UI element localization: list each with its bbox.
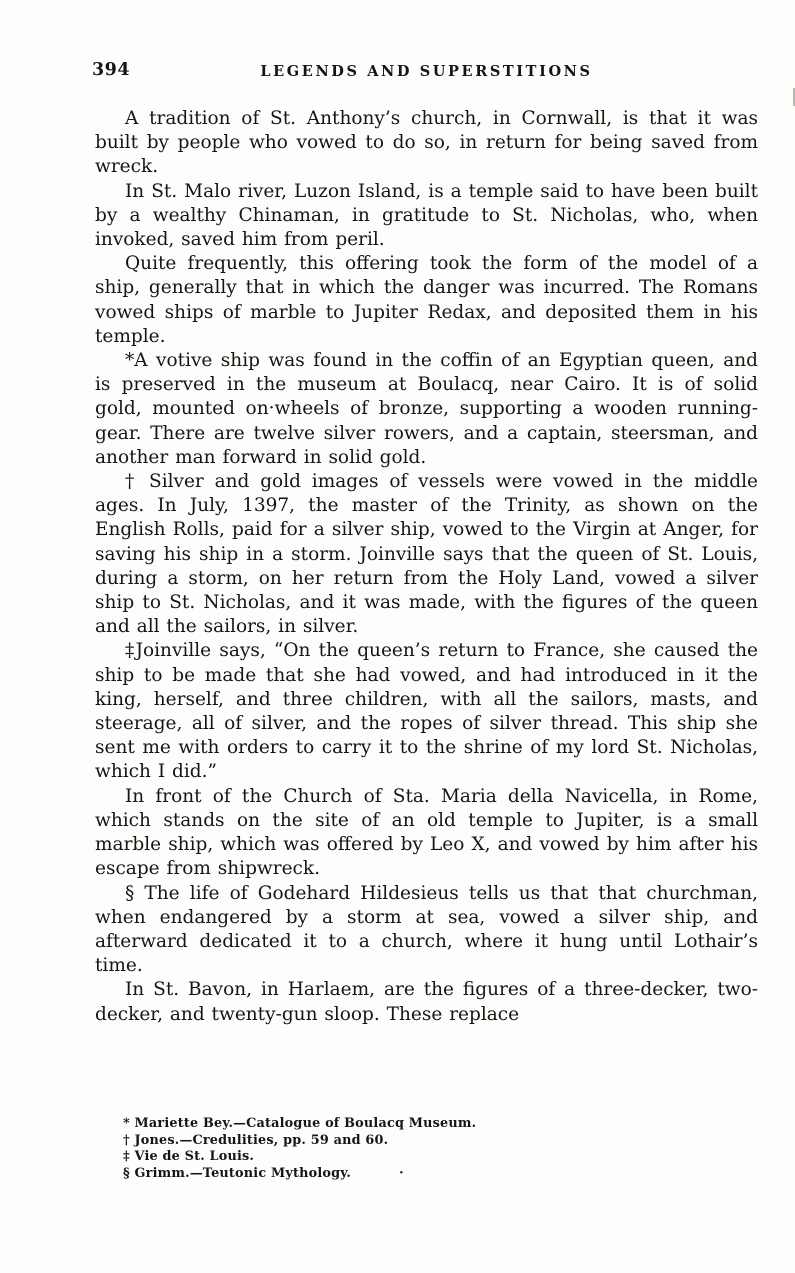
footnote: * Mariette Bey.—Catalogue of Boulacq Museum. (123, 1116, 477, 1131)
paragraph: Quite frequently, this offering took the form of the model of a ship, generally that in which the danger was incurred. The Romans vowed ships of marble to Jupiter Redax, and deposited them in his temple. (95, 253, 758, 347)
paragraph: In St. Malo river, Luzon Island, is a temple said to have been built by a wealthy Chinaman, in gratitude to St. Nicholas, who, when invoked, saved him from peril. (95, 180, 758, 251)
paragraph: † Silver and gold images of vessels were vowed in the middle ages. In July, 1397, the master of the Trinity, as shown on the English Rolls, paid for a silver ship, vowed to the Virgin at Anger, for saving his ship in a storm. Joinville says that the queen of St. Louis, during a storm, on her return from the Holy Land, vowed a silver ship to St. Nicholas, and it was made, with the figures of the queen and all the sailors, in silver. (95, 471, 758, 638)
page-header (92, 60, 758, 86)
footnote-trailing-dot: · (399, 1165, 404, 1181)
body-text (95, 107, 758, 1027)
paragraph: In St. Bavon, in Harlaem, are the figures of a three-decker, two-decker, and twenty-gun sloop. These replace (95, 979, 758, 1025)
page-number: 394 (92, 60, 131, 80)
footnotes (123, 1116, 683, 1182)
running-header: LEGENDS AND SUPERSTITIONS (260, 63, 593, 80)
footnote: ‡ Vie de St. Louis. (123, 1149, 255, 1165)
paragraph: § The life of Godehard Hildesieus tells us that that churchman, when endangered by a storm at sea, vowed a silver ship, and afterward dedicated it to a church, where it hung until Lothair’s time. (95, 882, 758, 977)
footnote: † Jones.—Credulities, pp. 59 and 60. (123, 1132, 389, 1148)
footnote-text: § Grimm.—Teutonic Mythology. (123, 1165, 352, 1181)
footnote (123, 1166, 683, 1183)
paragraph: In front of the Church of Sta. Maria della Navicella, in Rome, which stands on the site of an old temple to Jupiter, is a small marble ship, which was offered by Leo X, and vowed by him after his escape from shipwreck. (95, 785, 758, 880)
paragraph: ‡Joinville says, “On the queen’s return to France, she caused the ship to be made that she had vowed, and had introduced in it the king, herself, and three children, with all the sailors, masts, and steerage, all of silver, and the ropes of silver thread. This ship she sent me with orders to carry it to the shrine of my lord St. Nicholas, which I did.” (95, 640, 758, 783)
paragraph: *A votive ship was found in the coffin of an Egyptian queen, and is preserved in the museum at Boulacq, near Cairo. It is of solid gold, mounted on·wheels of bronze, supporting a wooden running-gear. There are twelve silver rowers, and a captain, steersman, and another man forward in solid gold. (95, 350, 758, 468)
paragraph: A tradition of St. Anthony’s church, in Cornwall, is that it was built by people who vowed to do so, in return for being saved from wreck. (95, 108, 758, 178)
